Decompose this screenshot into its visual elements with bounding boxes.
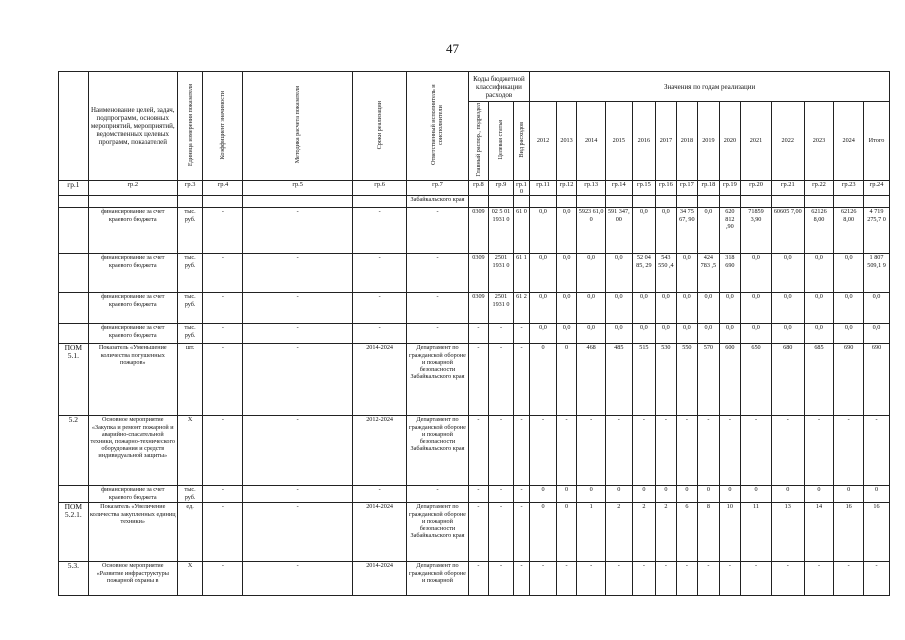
- cell-year-value: 0: [556, 344, 576, 416]
- column-number: гр.15: [632, 181, 656, 196]
- cell-year-value: -: [656, 562, 676, 596]
- cell-year-value: -: [741, 416, 772, 486]
- cell-year-value: 52 04 85, 29: [632, 254, 656, 293]
- year-header: 2012: [530, 102, 557, 181]
- cell-c1: 5.2: [59, 416, 89, 486]
- cell-year-value: 2: [656, 503, 676, 562]
- cell-c10: -: [513, 562, 529, 596]
- table-row: [59, 344, 890, 416]
- cell-c3: X: [177, 562, 203, 596]
- cell-year-value: -: [676, 416, 698, 486]
- cell-year-value: 620 812 ,90: [719, 208, 741, 254]
- cell-year-value: -: [556, 562, 576, 596]
- year-header: 2023: [804, 102, 834, 181]
- program-table: [58, 71, 890, 596]
- year-header: 2013: [556, 102, 576, 181]
- cell-c3: X: [177, 416, 203, 486]
- cell-total: 0,0: [864, 324, 890, 344]
- cell-c1: ПОМ 5.1.: [59, 344, 89, 416]
- cell-year-value: -: [804, 416, 834, 486]
- cell-c2: финансирование за счет краевого бюджета: [88, 208, 177, 254]
- year-header: 2014: [577, 102, 606, 181]
- column-number: гр.4: [203, 181, 243, 196]
- continuation-row: [59, 196, 890, 208]
- cell-c2: Основное мероприятие «Развитие инфраструктуры пожарной охраны в: [88, 562, 177, 596]
- column-number: гр.20: [741, 181, 772, 196]
- cell-c4: -: [203, 486, 243, 503]
- cell-year-value: 0,0: [605, 254, 632, 293]
- cell-year-value: 13: [771, 503, 804, 562]
- cell-year-value: 0,0: [577, 254, 606, 293]
- cell-c4: -: [203, 293, 243, 324]
- header-col6: Сроки реализации: [352, 72, 406, 181]
- table-body: [59, 181, 890, 596]
- table-row: [59, 324, 890, 344]
- cell-c7: -: [407, 324, 468, 344]
- cell-year-value: 0,0: [530, 324, 557, 344]
- column-number: гр.7: [407, 181, 468, 196]
- cell-year-value: -: [530, 562, 557, 596]
- cell-c8: 0309: [468, 293, 488, 324]
- column-number: гр.10: [513, 181, 529, 196]
- cell-c10: 61 2: [513, 293, 529, 324]
- year-header: 2024: [834, 102, 864, 181]
- cell-c1: [59, 254, 89, 293]
- cell-c8: 0309: [468, 254, 488, 293]
- cell-year-value: 468: [577, 344, 606, 416]
- continuation-text: Забайкальского края: [407, 196, 468, 208]
- cell-year-value: 0,0: [556, 208, 576, 254]
- page-number: 47: [446, 41, 459, 56]
- cell-c6: 2012-2024: [352, 416, 406, 486]
- cell-year-value: 0: [556, 503, 576, 562]
- cell-year-value: -: [530, 416, 557, 486]
- cell-year-value: 0,0: [741, 293, 772, 324]
- cell-year-value: -: [698, 562, 720, 596]
- cell-c8: -: [468, 486, 488, 503]
- cell-c6: 2014-2024: [352, 344, 406, 416]
- year-header: 2016: [632, 102, 656, 181]
- total-header: Итого: [864, 102, 890, 181]
- column-number: гр.18: [698, 181, 720, 196]
- cell-c7: -: [407, 486, 468, 503]
- cell-year-value: -: [656, 416, 676, 486]
- cell-year-value: -: [676, 562, 698, 596]
- cell-total: -: [864, 416, 890, 486]
- cell-c4: -: [203, 562, 243, 596]
- cell-year-value: 2: [632, 503, 656, 562]
- cell-year-value: 530: [656, 344, 676, 416]
- cell-c1: [59, 324, 89, 344]
- cell-c6: -: [352, 208, 406, 254]
- cell-year-value: 0: [834, 486, 864, 503]
- header-col10: Вид расходов: [513, 102, 529, 181]
- cell-year-value: 0,0: [556, 324, 576, 344]
- cell-c3: тыс. руб.: [177, 293, 203, 324]
- cell-c7: -: [407, 254, 468, 293]
- cell-year-value: 0: [530, 486, 557, 503]
- cell-year-value: 0,0: [771, 293, 804, 324]
- cell-c6: 2014-2024: [352, 562, 406, 596]
- cell-c5: -: [243, 562, 353, 596]
- cell-year-value: 570: [698, 344, 720, 416]
- cell-year-value: 0,0: [676, 293, 698, 324]
- cell-year-value: 0,0: [530, 254, 557, 293]
- cell-year-value: 0,0: [605, 293, 632, 324]
- cell-year-value: -: [556, 416, 576, 486]
- cell-year-value: 0: [741, 486, 772, 503]
- cell-c4: -: [203, 344, 243, 416]
- cell-c9: -: [489, 503, 514, 562]
- cell-year-value: 690: [834, 344, 864, 416]
- cell-c8: -: [468, 416, 488, 486]
- cell-total: -: [864, 562, 890, 596]
- cell-year-value: 0,0: [804, 254, 834, 293]
- column-number: гр.6: [352, 181, 406, 196]
- column-number: гр.13: [577, 181, 606, 196]
- cell-c10: -: [513, 344, 529, 416]
- cell-year-value: 0: [804, 486, 834, 503]
- cell-year-value: 0,0: [530, 208, 557, 254]
- cell-c5: -: [243, 344, 353, 416]
- cell-year-value: 0: [698, 486, 720, 503]
- table-row: [59, 486, 890, 503]
- cell-year-value: -: [719, 416, 741, 486]
- cell-year-value: -: [605, 562, 632, 596]
- cell-year-value: 650: [741, 344, 772, 416]
- cell-year-value: 2: [605, 503, 632, 562]
- cell-year-value: -: [771, 416, 804, 486]
- cell-year-value: -: [719, 562, 741, 596]
- cell-year-value: 0,0: [605, 324, 632, 344]
- cell-c9: -: [489, 416, 514, 486]
- header-col4: Коэффициент значимости: [203, 72, 243, 181]
- cell-year-value: -: [577, 416, 606, 486]
- cell-year-value: 0,0: [530, 293, 557, 324]
- cell-year-value: 0,0: [771, 324, 804, 344]
- cell-year-value: -: [632, 562, 656, 596]
- header-budget-codes: Коды бюджетной классификации расходов: [468, 72, 529, 102]
- cell-year-value: 0,0: [698, 208, 720, 254]
- cell-c2: финансирование за счет краевого бюджета: [88, 324, 177, 344]
- cell-year-value: 0,0: [656, 208, 676, 254]
- cell-year-value: 600: [719, 344, 741, 416]
- cell-year-value: -: [804, 562, 834, 596]
- cell-year-value: 60605 7,00: [771, 208, 804, 254]
- cell-c7: -: [407, 293, 468, 324]
- cell-c9: 02 5 01 1931 0: [489, 208, 514, 254]
- cell-c5: -: [243, 503, 353, 562]
- cell-year-value: 0: [632, 486, 656, 503]
- cell-year-value: 0,0: [676, 254, 698, 293]
- column-number: гр.23: [834, 181, 864, 196]
- cell-year-value: 1: [577, 503, 606, 562]
- cell-year-value: 543 550 ,4: [656, 254, 676, 293]
- cell-year-value: 550: [676, 344, 698, 416]
- header-col1: [59, 72, 89, 181]
- cell-total: 0,0: [864, 293, 890, 324]
- table-row: [59, 416, 890, 486]
- cell-year-value: -: [577, 562, 606, 596]
- header-col3: Единица измерения показателя: [177, 72, 203, 181]
- cell-year-value: 0,0: [804, 293, 834, 324]
- cell-year-value: 0,0: [834, 293, 864, 324]
- cell-c10: 61 0: [513, 208, 529, 254]
- cell-c2: финансирование за счет краевого бюджета: [88, 486, 177, 503]
- cell-year-value: 424 783 ,5: [698, 254, 720, 293]
- table-row: [59, 254, 890, 293]
- cell-year-value: 0,0: [698, 293, 720, 324]
- cell-total: 4 719 275,7 0: [864, 208, 890, 254]
- cell-year-value: 591 347, 00: [605, 208, 632, 254]
- cell-c5: -: [243, 293, 353, 324]
- cell-year-value: 0,0: [632, 324, 656, 344]
- cell-year-value: 0,0: [656, 293, 676, 324]
- year-header: 2020: [719, 102, 741, 181]
- column-number: гр.5: [243, 181, 353, 196]
- cell-year-value: 685: [804, 344, 834, 416]
- cell-c10: 61 1: [513, 254, 529, 293]
- table-row: [59, 208, 890, 254]
- cell-c9: 2501 1931 0: [489, 254, 514, 293]
- cell-year-value: 71859 3,90: [741, 208, 772, 254]
- cell-c1: [59, 208, 89, 254]
- cell-year-value: 0: [530, 344, 557, 416]
- cell-year-value: 10: [719, 503, 741, 562]
- column-number: гр.17: [676, 181, 698, 196]
- cell-year-value: 34 75 67, 90: [676, 208, 698, 254]
- cell-c2: финансирование за счет краевого бюджета: [88, 254, 177, 293]
- header-col5: Методика расчета показателя: [243, 72, 353, 181]
- cell-c5: -: [243, 208, 353, 254]
- column-number: гр.8: [468, 181, 488, 196]
- year-header: 2022: [771, 102, 804, 181]
- cell-c3: тыс. руб.: [177, 208, 203, 254]
- cell-year-value: 0,0: [719, 324, 741, 344]
- cell-c5: -: [243, 324, 353, 344]
- cell-c3: шт.: [177, 344, 203, 416]
- cell-c8: -: [468, 324, 488, 344]
- cell-total: 0: [864, 486, 890, 503]
- cell-c6: -: [352, 254, 406, 293]
- header-col2: Наименование целей, задач, подпрограмм, основных мероприятий, мероприятий, ведомственных целевых программ, показателей: [88, 72, 177, 181]
- cell-c10: -: [513, 324, 529, 344]
- cell-year-value: 0: [676, 486, 698, 503]
- cell-year-value: 0,0: [556, 293, 576, 324]
- cell-year-value: 0: [556, 486, 576, 503]
- cell-c2: Основное мероприятие «Закупка и ремонт пожарной и аварийно-спасательной техники, пожарно-технического оборудования и средств индивидуальной защиты»: [88, 416, 177, 486]
- cell-c8: -: [468, 503, 488, 562]
- header-col8: Главный распор., подраздел: [468, 102, 488, 181]
- cell-year-value: 16: [834, 503, 864, 562]
- cell-year-value: 0: [577, 486, 606, 503]
- cell-c4: -: [203, 503, 243, 562]
- cell-c7: Департамент по гражданской обороне и пожарной безопасности Забайкальского края: [407, 416, 468, 486]
- cell-c6: -: [352, 486, 406, 503]
- cell-year-value: 0,0: [577, 293, 606, 324]
- column-number: гр.12: [556, 181, 576, 196]
- column-number: гр.3: [177, 181, 203, 196]
- cell-year-value: 0,0: [577, 324, 606, 344]
- cell-c8: 0309: [468, 208, 488, 254]
- column-number: гр.24: [864, 181, 890, 196]
- cell-c2: финансирование за счет краевого бюджета: [88, 293, 177, 324]
- header-col7: Ответственный исполнитель и соисполнители: [407, 72, 468, 181]
- cell-year-value: 8: [698, 503, 720, 562]
- cell-c7: Департамент по гражданской обороне и пожарной: [407, 562, 468, 596]
- column-number: гр.1: [59, 181, 89, 196]
- cell-c3: тыс. руб.: [177, 486, 203, 503]
- table-row: [59, 293, 890, 324]
- year-header: 2018: [676, 102, 698, 181]
- cell-year-value: 680: [771, 344, 804, 416]
- cell-year-value: 515: [632, 344, 656, 416]
- cell-c9: -: [489, 486, 514, 503]
- cell-year-value: -: [632, 416, 656, 486]
- cell-c9: -: [489, 344, 514, 416]
- cell-year-value: 0,0: [834, 254, 864, 293]
- cell-year-value: 0,0: [556, 254, 576, 293]
- table-row: [59, 503, 890, 562]
- column-number: гр.19: [719, 181, 741, 196]
- cell-c5: -: [243, 254, 353, 293]
- cell-c4: -: [203, 416, 243, 486]
- cell-c1: [59, 293, 89, 324]
- column-number: гр.22: [804, 181, 834, 196]
- cell-year-value: 11: [741, 503, 772, 562]
- cell-c5: -: [243, 416, 353, 486]
- cell-year-value: -: [605, 416, 632, 486]
- cell-c9: 2501 1931 0: [489, 293, 514, 324]
- cell-c4: -: [203, 324, 243, 344]
- cell-year-value: 0: [771, 486, 804, 503]
- cell-c3: ед.: [177, 503, 203, 562]
- cell-year-value: 0: [719, 486, 741, 503]
- cell-year-value: 62126 8,00: [804, 208, 834, 254]
- cell-total: 1 807 509,1 9: [864, 254, 890, 293]
- cell-year-value: 0: [530, 503, 557, 562]
- cell-year-value: 0,0: [741, 324, 772, 344]
- cell-c8: -: [468, 562, 488, 596]
- year-header: 2015: [605, 102, 632, 181]
- cell-c7: Департамент по гражданской обороне и пожарной безопасности Забайкальского края: [407, 344, 468, 416]
- cell-c10: -: [513, 503, 529, 562]
- cell-c6: -: [352, 324, 406, 344]
- cell-c8: -: [468, 344, 488, 416]
- cell-c6: 2014-2024: [352, 503, 406, 562]
- cell-year-value: 0,0: [698, 324, 720, 344]
- cell-year-value: -: [771, 562, 804, 596]
- cell-year-value: 5923 61,0 0: [577, 208, 606, 254]
- cell-c2: Показатель «Уменьшение количества погушенных пожаров»: [88, 344, 177, 416]
- column-numbers-row: [59, 181, 890, 196]
- cell-year-value: 0,0: [741, 254, 772, 293]
- cell-year-value: 0,0: [632, 208, 656, 254]
- table-row: [59, 562, 890, 596]
- cell-c9: -: [489, 324, 514, 344]
- cell-year-value: 0,0: [719, 293, 741, 324]
- cell-year-value: 0,0: [656, 324, 676, 344]
- column-number: гр.9: [489, 181, 514, 196]
- cell-year-value: 318 690: [719, 254, 741, 293]
- column-number: гр.16: [656, 181, 676, 196]
- cell-c10: -: [513, 416, 529, 486]
- cell-c3: тыс. руб.: [177, 254, 203, 293]
- cell-c5: -: [243, 486, 353, 503]
- column-number: гр.2: [88, 181, 177, 196]
- year-header: 2019: [698, 102, 720, 181]
- column-number: гр.14: [605, 181, 632, 196]
- cell-year-value: 62126 8,00: [834, 208, 864, 254]
- cell-c7: -: [407, 208, 468, 254]
- cell-c3: тыс. руб.: [177, 324, 203, 344]
- cell-year-value: -: [834, 416, 864, 486]
- cell-year-value: 0,0: [771, 254, 804, 293]
- cell-year-value: -: [834, 562, 864, 596]
- cell-c4: -: [203, 254, 243, 293]
- cell-c1: 5.3.: [59, 562, 89, 596]
- cell-year-value: 0: [605, 486, 632, 503]
- header-col9: Целевая статья: [489, 102, 514, 181]
- cell-year-value: 0,0: [804, 324, 834, 344]
- cell-total: 690: [864, 344, 890, 416]
- cell-year-value: -: [741, 562, 772, 596]
- cell-c10: -: [513, 486, 529, 503]
- column-number: гр.21: [771, 181, 804, 196]
- cell-c6: -: [352, 293, 406, 324]
- cell-year-value: 0,0: [676, 324, 698, 344]
- cell-year-value: -: [698, 416, 720, 486]
- year-header: 2017: [656, 102, 676, 181]
- cell-year-value: 6: [676, 503, 698, 562]
- cell-year-value: 485: [605, 344, 632, 416]
- cell-year-value: 14: [804, 503, 834, 562]
- cell-c7: Департамент по гражданской обороне и пожарной безопасности Забайкальского края: [407, 503, 468, 562]
- header-values-by-year: Значения по годам реализации: [530, 72, 890, 102]
- cell-c9: -: [489, 562, 514, 596]
- cell-c1: [59, 486, 89, 503]
- cell-year-value: 0: [656, 486, 676, 503]
- year-header: 2021: [741, 102, 772, 181]
- cell-c2: Показатель «Увеличение количества закупленных единиц техники»: [88, 503, 177, 562]
- column-number: гр.11: [530, 181, 557, 196]
- cell-year-value: 0,0: [632, 293, 656, 324]
- cell-c1: ПОМ 5.2.1.: [59, 503, 89, 562]
- cell-c4: -: [203, 208, 243, 254]
- cell-year-value: 0,0: [834, 324, 864, 344]
- cell-total: 16: [864, 503, 890, 562]
